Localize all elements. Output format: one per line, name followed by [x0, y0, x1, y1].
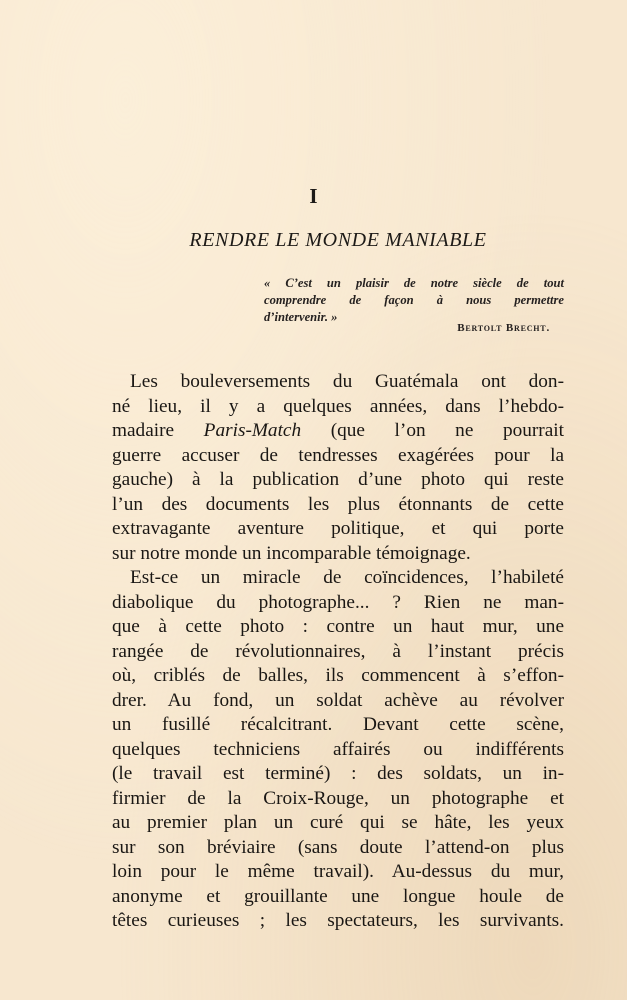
text-line: rangée de révolutionnaires, à l’instant précis	[112, 640, 564, 662]
magazine-title: Paris-Match	[203, 420, 302, 441]
text-line	[112, 419, 564, 444]
text-line: (le travail est terminé) : des soldats, un in-	[112, 763, 564, 784]
text-line: diabolique du photographe... ? Rien ne man-	[112, 591, 564, 613]
chapter-number: I	[309, 184, 318, 208]
text-line: sur son bréviaire (sans doute l’attend-on plus	[112, 836, 564, 858]
text-line: né lieu, il y a quelques années, dans l’hebdo-	[112, 395, 564, 417]
text-line: que à cette photo : contre un haut mur, une	[112, 616, 564, 637]
text-line: anonyme et grouillante une longue houle de	[112, 885, 564, 907]
text-line: quelques techniciens affairés ou indifférents	[112, 738, 564, 760]
text-line: l’un des documents les plus étonnants de cette	[112, 493, 564, 515]
text-line: guerre accuser de tendresses exagérées pour la	[112, 444, 564, 466]
text-line: drer. Au fond, un soldat achève au révolver	[112, 689, 564, 711]
text-fragment: (que l’on ne pourrait	[301, 420, 564, 441]
text-line: loin pour le même travail). Au-dessus du mur,	[112, 861, 564, 882]
text-line: un fusillé récalcitrant. Devant cette scène,	[112, 714, 564, 735]
chapter-title: RENDRE LE MONDE MANIABLE	[189, 229, 487, 251]
text-line: firmier de la Croix-Rouge, un photographe et	[112, 787, 564, 809]
epigraph-line: « C’est un plaisir de notre siècle de tout	[264, 276, 564, 290]
epigraph-line: d’intervenir. »	[264, 310, 338, 324]
text-line: extravagante aventure politique, et qui porte	[112, 518, 564, 539]
text-line: où, criblés de balles, ils commencent à s’effon-	[112, 665, 564, 686]
text-line: Les bouleversements du Guatémala ont don-	[130, 371, 564, 392]
text-line: têtes curieuses ; les spectateurs, les survivants.	[112, 910, 564, 931]
text-line: Est-ce un miracle de coïncidences, l’habileté	[130, 567, 564, 588]
text-line: sur notre monde un incomparable témoignage.	[112, 542, 471, 564]
epigraph-line: comprendre de façon à nous permettre	[264, 293, 564, 307]
epigraph-author: Bertolt Brecht.	[457, 322, 550, 334]
text-fragment: madaire	[112, 420, 204, 441]
text-line: au premier plan un curé qui se hâte, les yeux	[112, 812, 564, 833]
body-paragraphs	[112, 370, 564, 934]
epigraph-quote	[264, 275, 564, 326]
text-line: gauche) à la publication d’une photo qui reste	[112, 469, 564, 490]
